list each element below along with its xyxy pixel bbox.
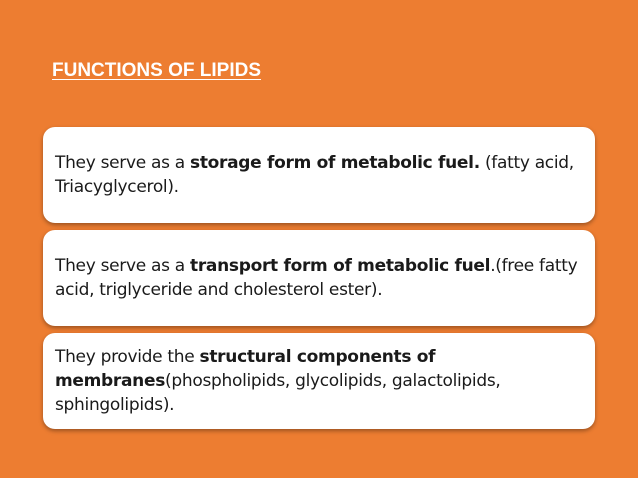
card-text-post: (fatty acid, Triacyglycerol). [55,153,574,197]
card-text-post: .(free fatty acid, triglyceride and cholesterol ester). [55,256,578,300]
card-text [55,345,583,417]
card-text [55,254,583,302]
slide-title: FUNCTIONS OF LIPIDS [52,60,261,81]
card-text [55,151,583,199]
card-text-pre: They serve as a [55,153,191,173]
function-card-transport [43,230,595,326]
card-text-pre: They serve as a [55,256,191,276]
card-text-bold: transport form of metabolic fuel [190,256,491,276]
card-text-bold: structural components of membranes [55,347,436,391]
function-card-structural [43,333,595,429]
card-text-pre: They provide the [55,347,200,367]
function-card-storage [43,127,595,223]
card-text-post: (phospholipids, glycolipids, galactolipids, sphingolipids). [55,371,501,415]
card-text-bold: storage form of metabolic fuel. [190,153,480,173]
